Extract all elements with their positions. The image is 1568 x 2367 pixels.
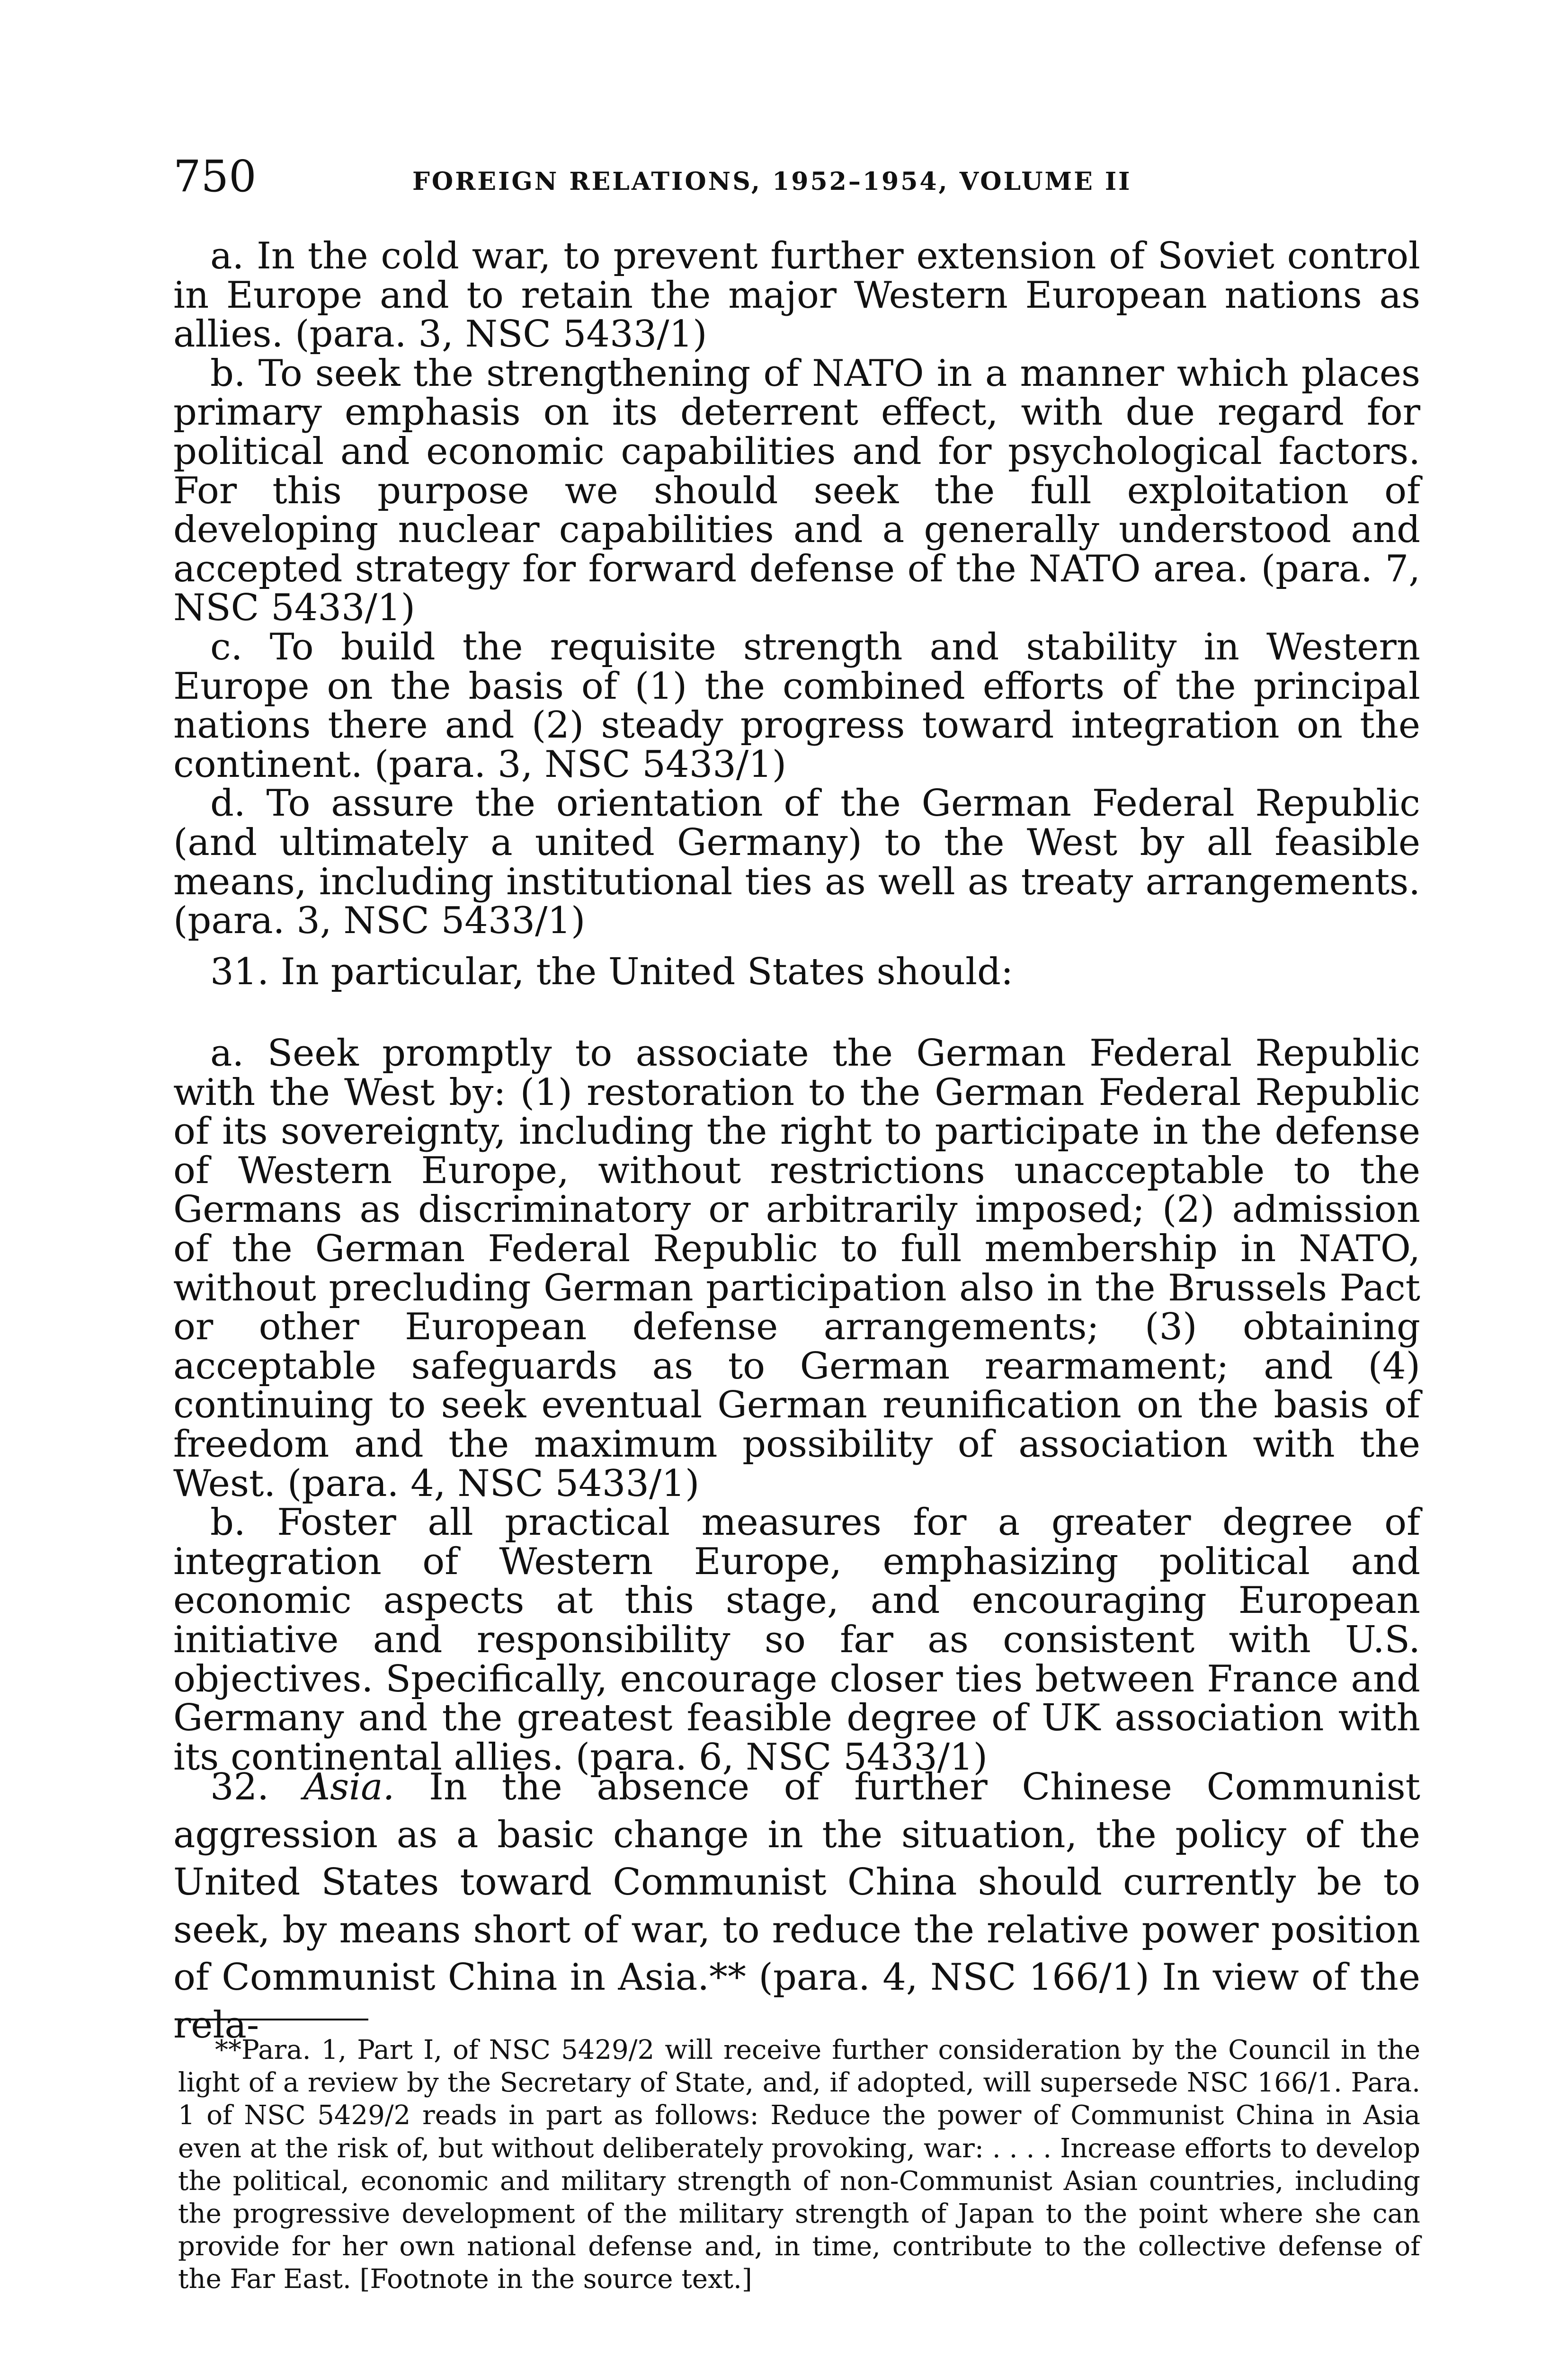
footnote-divider	[178, 2019, 368, 2020]
paragraph-31a: a. Seek promptly to associate the German Federal Republic with the West by: (1) restoration to the German Federal Republic of its sovereignty, including the right to participate in the defense of Western Europe, without restrictions unacceptable to the Germans as discriminatory or arbitrarily imposed; (2) admission of the German Federal Republic to full membership in NATO, without precluding German participation also in the Brussels Pact or other European defense arrangements; (3) obtaining acceptable safeguards as to German rearmament; and (4) continuing to seek eventual German reunification on the basis of freedom and the maximum possibility of association with the West. (para. 4, NSC 5433/1)	[173, 1032, 1420, 1505]
paragraph-31: 31. In particular, the United States should:	[210, 951, 1014, 993]
paragraph-d: d. To assure the orientation of the German Federal Republic (and ultimately a united Germany) to the West by all feasible means, including institutional ties as well as treaty arrangements. (para. 3, NSC 5433/1)	[173, 782, 1420, 943]
paragraph-a: a. In the cold war, to prevent further extension of Soviet control in Europe and to retain the major Western European nations as allies. (para. 3, NSC 5433/1)	[173, 235, 1420, 356]
paragraph-c: c. To build the requisite strength and stability in Western Europe on the basis of (1) the combined efforts of the principal nations there and (2) steady progress toward integration on the continent. (para. 3, NSC 5433/1)	[173, 625, 1420, 786]
paragraph-32-heading: Asia.	[303, 1766, 395, 1808]
page-header	[173, 151, 1420, 203]
paragraph-32-text: In the absence of further Chinese Communist aggression as a basic change in the situation, the policy of the United States toward Communist China should currently be to seek, by means short of war, to reduce the relative power position of Communist China in Asia.** (para. 4, NSC 166/1) In view of the rela-	[173, 1766, 1421, 2047]
section-31-intro	[173, 952, 1420, 992]
objectives-list	[173, 237, 1420, 941]
footnote: **Para. 1, Part I, of NSC 5429/2 will receive further consideration by the Council in the light of a review by the Secretary of State, and, if adopted, will supersede NSC 166/1. Para. 1 of NSC 5429/2 reads in part as follows: Reduce the power of Communist China in Asia even at the risk of, but without deliberately provoking, war: . . . . Increase efforts to develop the political, economic and military strength of non-Communist Asian countries, including the progressive development of the military strength of Japan to the point where she can provide for her own national defense and, in time, contribute to the collective defense of the Far East. [Footnote in the source text.]	[178, 2035, 1420, 2295]
section-32	[173, 1763, 1420, 2049]
page-number: 750	[173, 151, 257, 202]
paragraph-31b: b. Foster all practical measures for a greater degree of integration of Western Europe, emphasizing political and economic aspects at this stage, and encouraging European initiative and responsibility so far as consistent with U.S. objectives. Specifically, encourage closer ties between France and Germany and the greatest feasible degree of UK association with its continental allies. (para. 6, NSC 5433/1)	[173, 1501, 1420, 1779]
paragraph-b: b. To seek the strengthening of NATO in a manner which places primary emphasis on its deterrent effect, with due regard for political and economic capabilities and for psychological factors. For this purpose we should seek the full exploitation of developing nuclear capabilities and a generally understood and accepted strategy for forward defense of the NATO area. (para. 7, NSC 5433/1)	[173, 352, 1420, 630]
running-head: FOREIGN RELATIONS, 1952–1954, VOLUME II	[412, 167, 1132, 196]
section-31-list	[173, 1034, 1420, 1777]
paragraph-32	[173, 1763, 1420, 2049]
paragraph-32-number: 32.	[210, 1766, 269, 1808]
